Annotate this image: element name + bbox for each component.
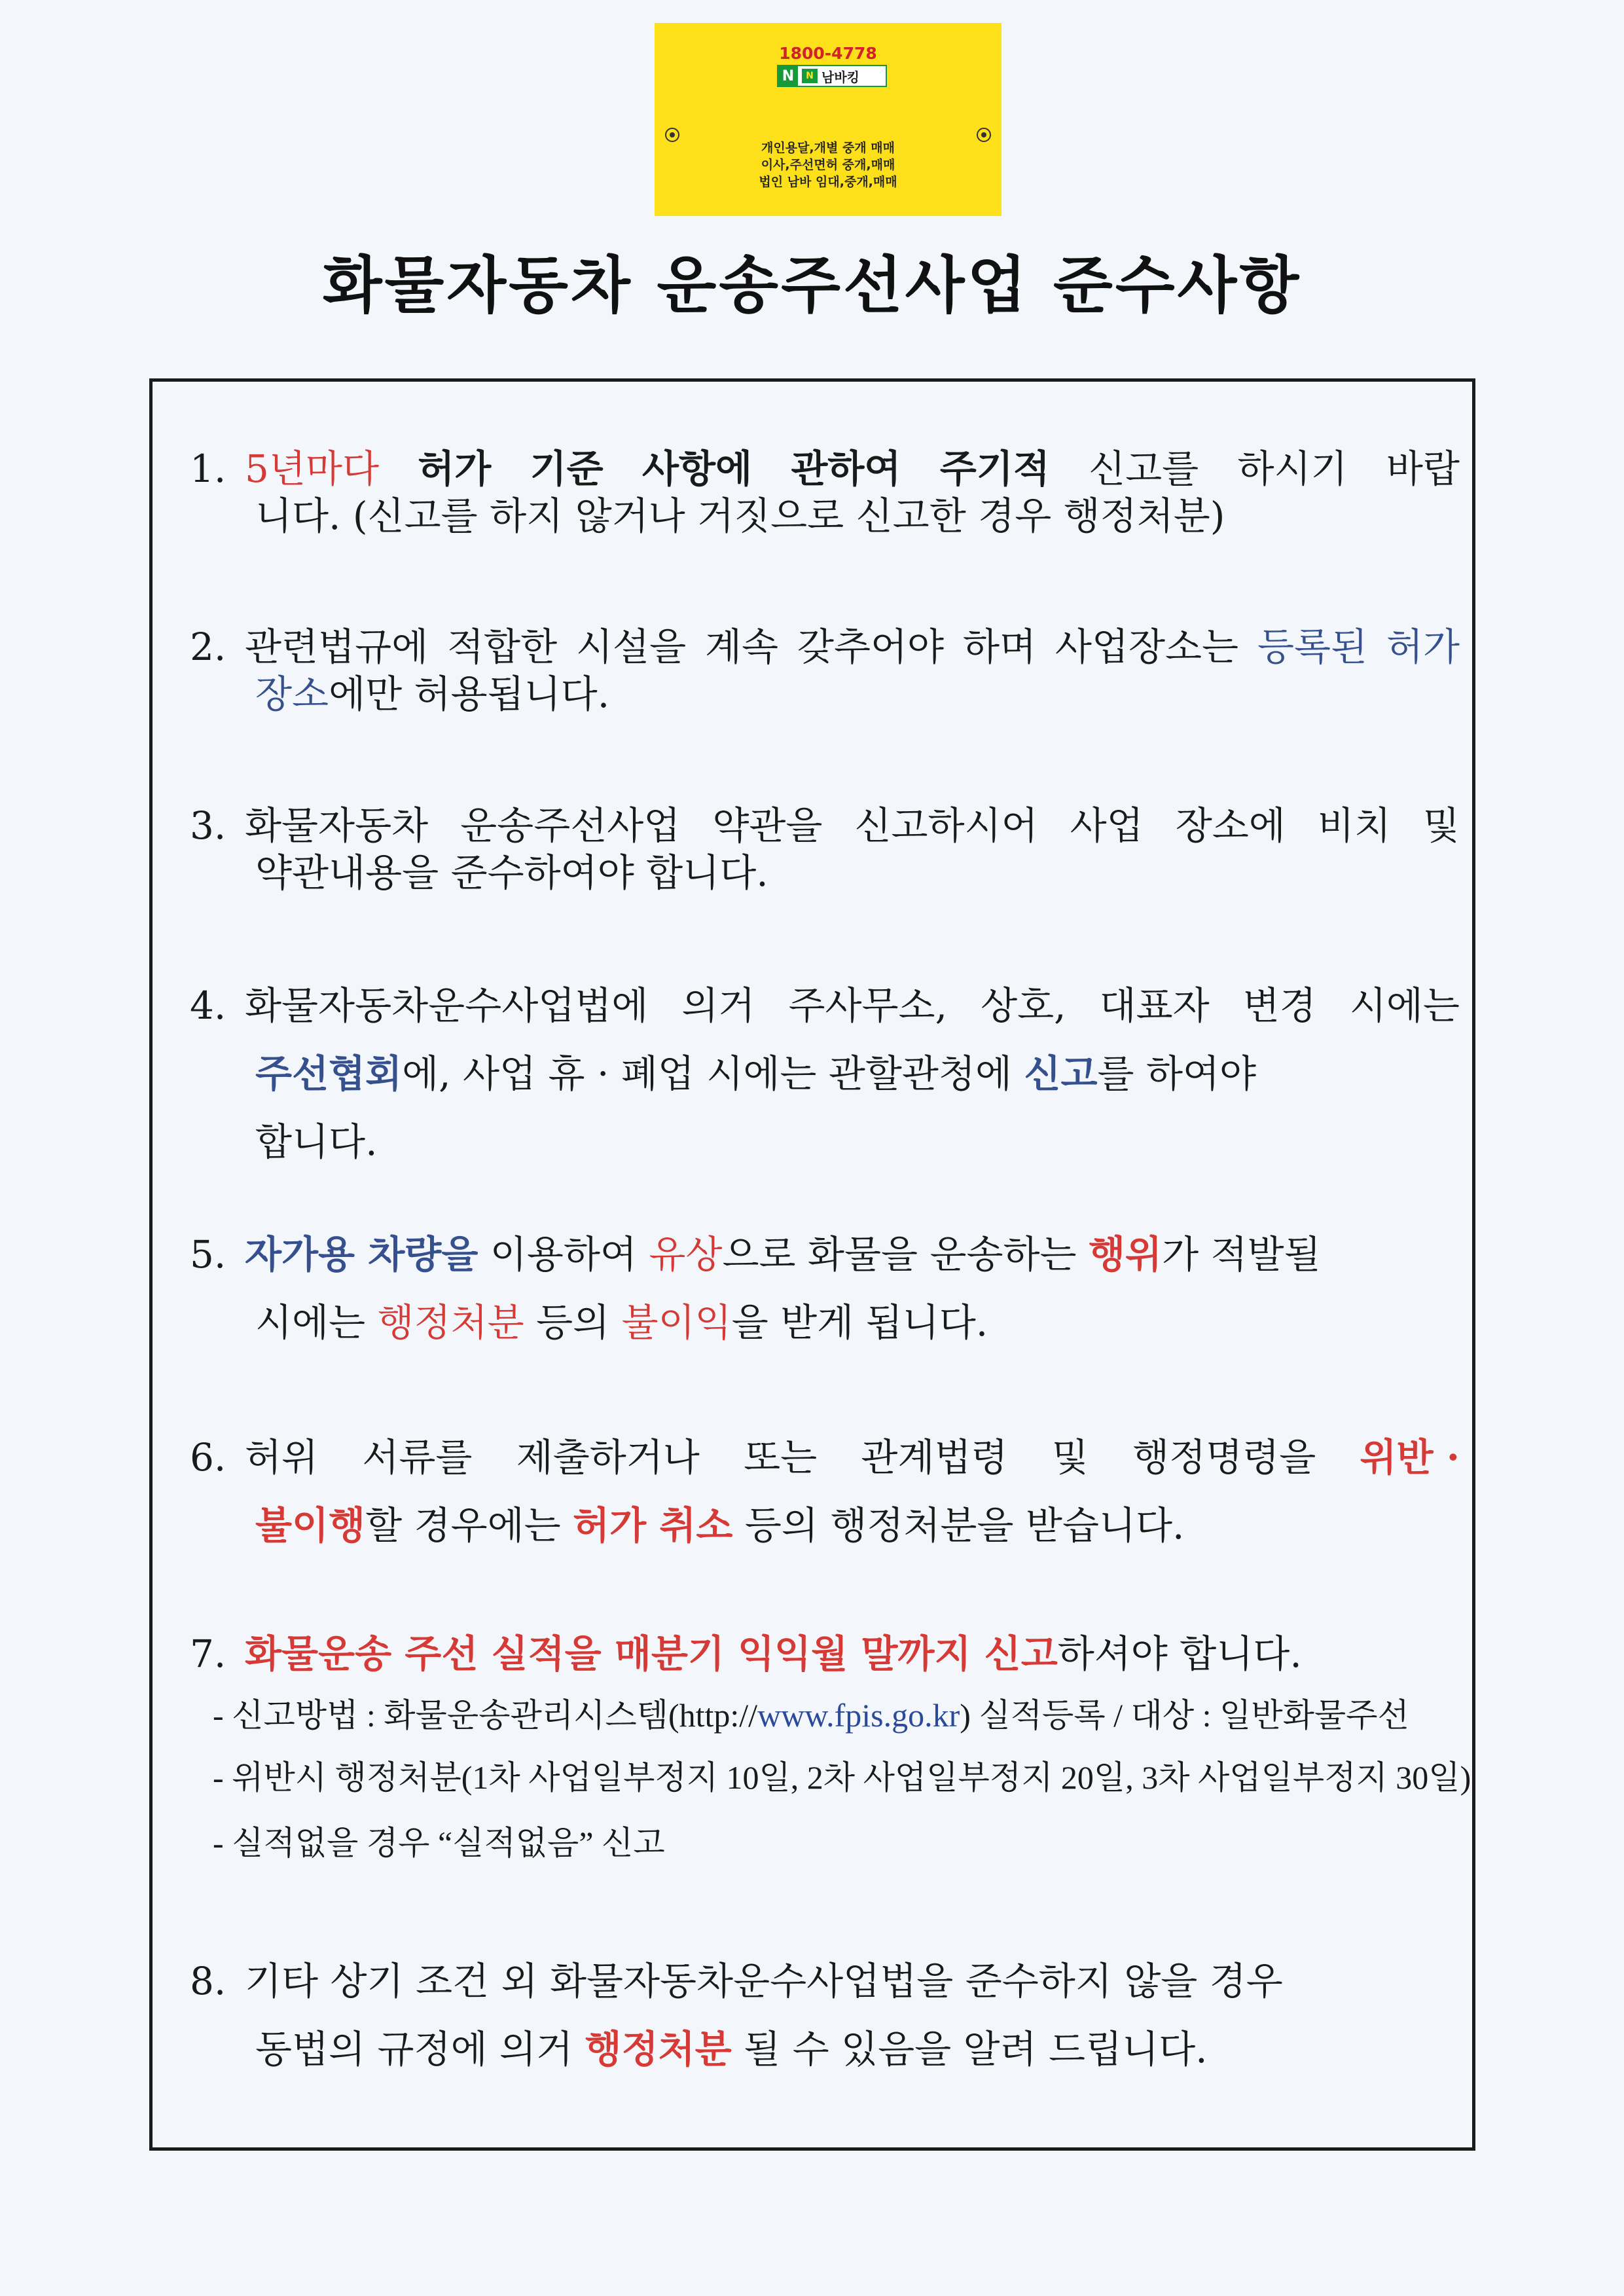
- list-item-3: 3. 화물자동차 운송주선사업 약관을 신고하시어 사업 장소에 비치 및 약관내용을 준수하여야 합니다.: [190, 803, 1460, 895]
- fpis-link[interactable]: www.fpis.go.kr: [757, 1697, 960, 1734]
- list-item-5: 5. 자가용 차량을 이용하여 유상으로 화물을 운송하는 행위가 적발될 시에는 행정처분 등의 불이익을 받게 됩니다.: [190, 1232, 1321, 1345]
- banner-phone: 1800-4778: [779, 44, 877, 63]
- list-item-2: 2. 관련법규에 적합한 시설을 계속 갖추어야 하며 사업장소는 등록된 허가 장소에만 허용됩니다.: [190, 625, 1460, 716]
- advertisement-banner: [655, 23, 1001, 216]
- penalty-note: - 위반시 행정처분(1차 사업일부정지 10일, 2차 사업일부정지 20일, 3차 사업일부정지 30일): [213, 1759, 1471, 1796]
- logo-n-icon: N: [778, 66, 798, 86]
- banner-services: 개인용달,개별 중개 매매 이사,주선면허 중개,매매 법인 남바 임대,중개,매매: [759, 141, 897, 189]
- brand-logo: [777, 65, 887, 87]
- report-method-note: - 신고방법 : 화물운송관리시스템(http://www.fpis.go.kr) 실적등록 / 대상 : 일반화물주선: [213, 1697, 1409, 1734]
- list-item-6: 6. 허위 서류를 제출하거나 또는 관계법령 및 행정명령을 위반 · 불이행할 경우에는 허가 취소 등의 행정처분을 받습니다.: [190, 1435, 1460, 1548]
- logo-mark-icon: N: [802, 69, 818, 83]
- list-item-4: 4. 화물자동차운수사업법에 의거 주사무소, 상호, 대표자 변경 시에는 주선협회에, 사업 휴 · 폐업 시에는 관할관청에 신고를 하여야 합니다.: [190, 983, 1460, 1164]
- no-record-note: - 실적없을 경우 “실적없음” 신고: [213, 1825, 665, 1861]
- list-item-1: 1. 5년마다 허가 기준 사항에 관하여 주기적 신고를 하시기 바랍 니다. (신고를 하지 않거나 거짓으로 신고한 경우 행정처분): [190, 446, 1460, 538]
- list-item-7: 7. 화물운송 주선 실적을 매분기 익익월 말까지 신고하셔야 합니다.: [190, 1631, 1302, 1676]
- brand-name: 남바킹: [821, 69, 859, 85]
- page-title: 화물자동차 운송주선사업 준수사항: [322, 250, 1302, 321]
- list-item-8: 8. 기타 상기 조건 외 화물자동차운수사업법을 준수하지 않을 경우 동법의 규정에 의거 행정처분 될 수 있음을 알려 드립니다.: [190, 1959, 1283, 2071]
